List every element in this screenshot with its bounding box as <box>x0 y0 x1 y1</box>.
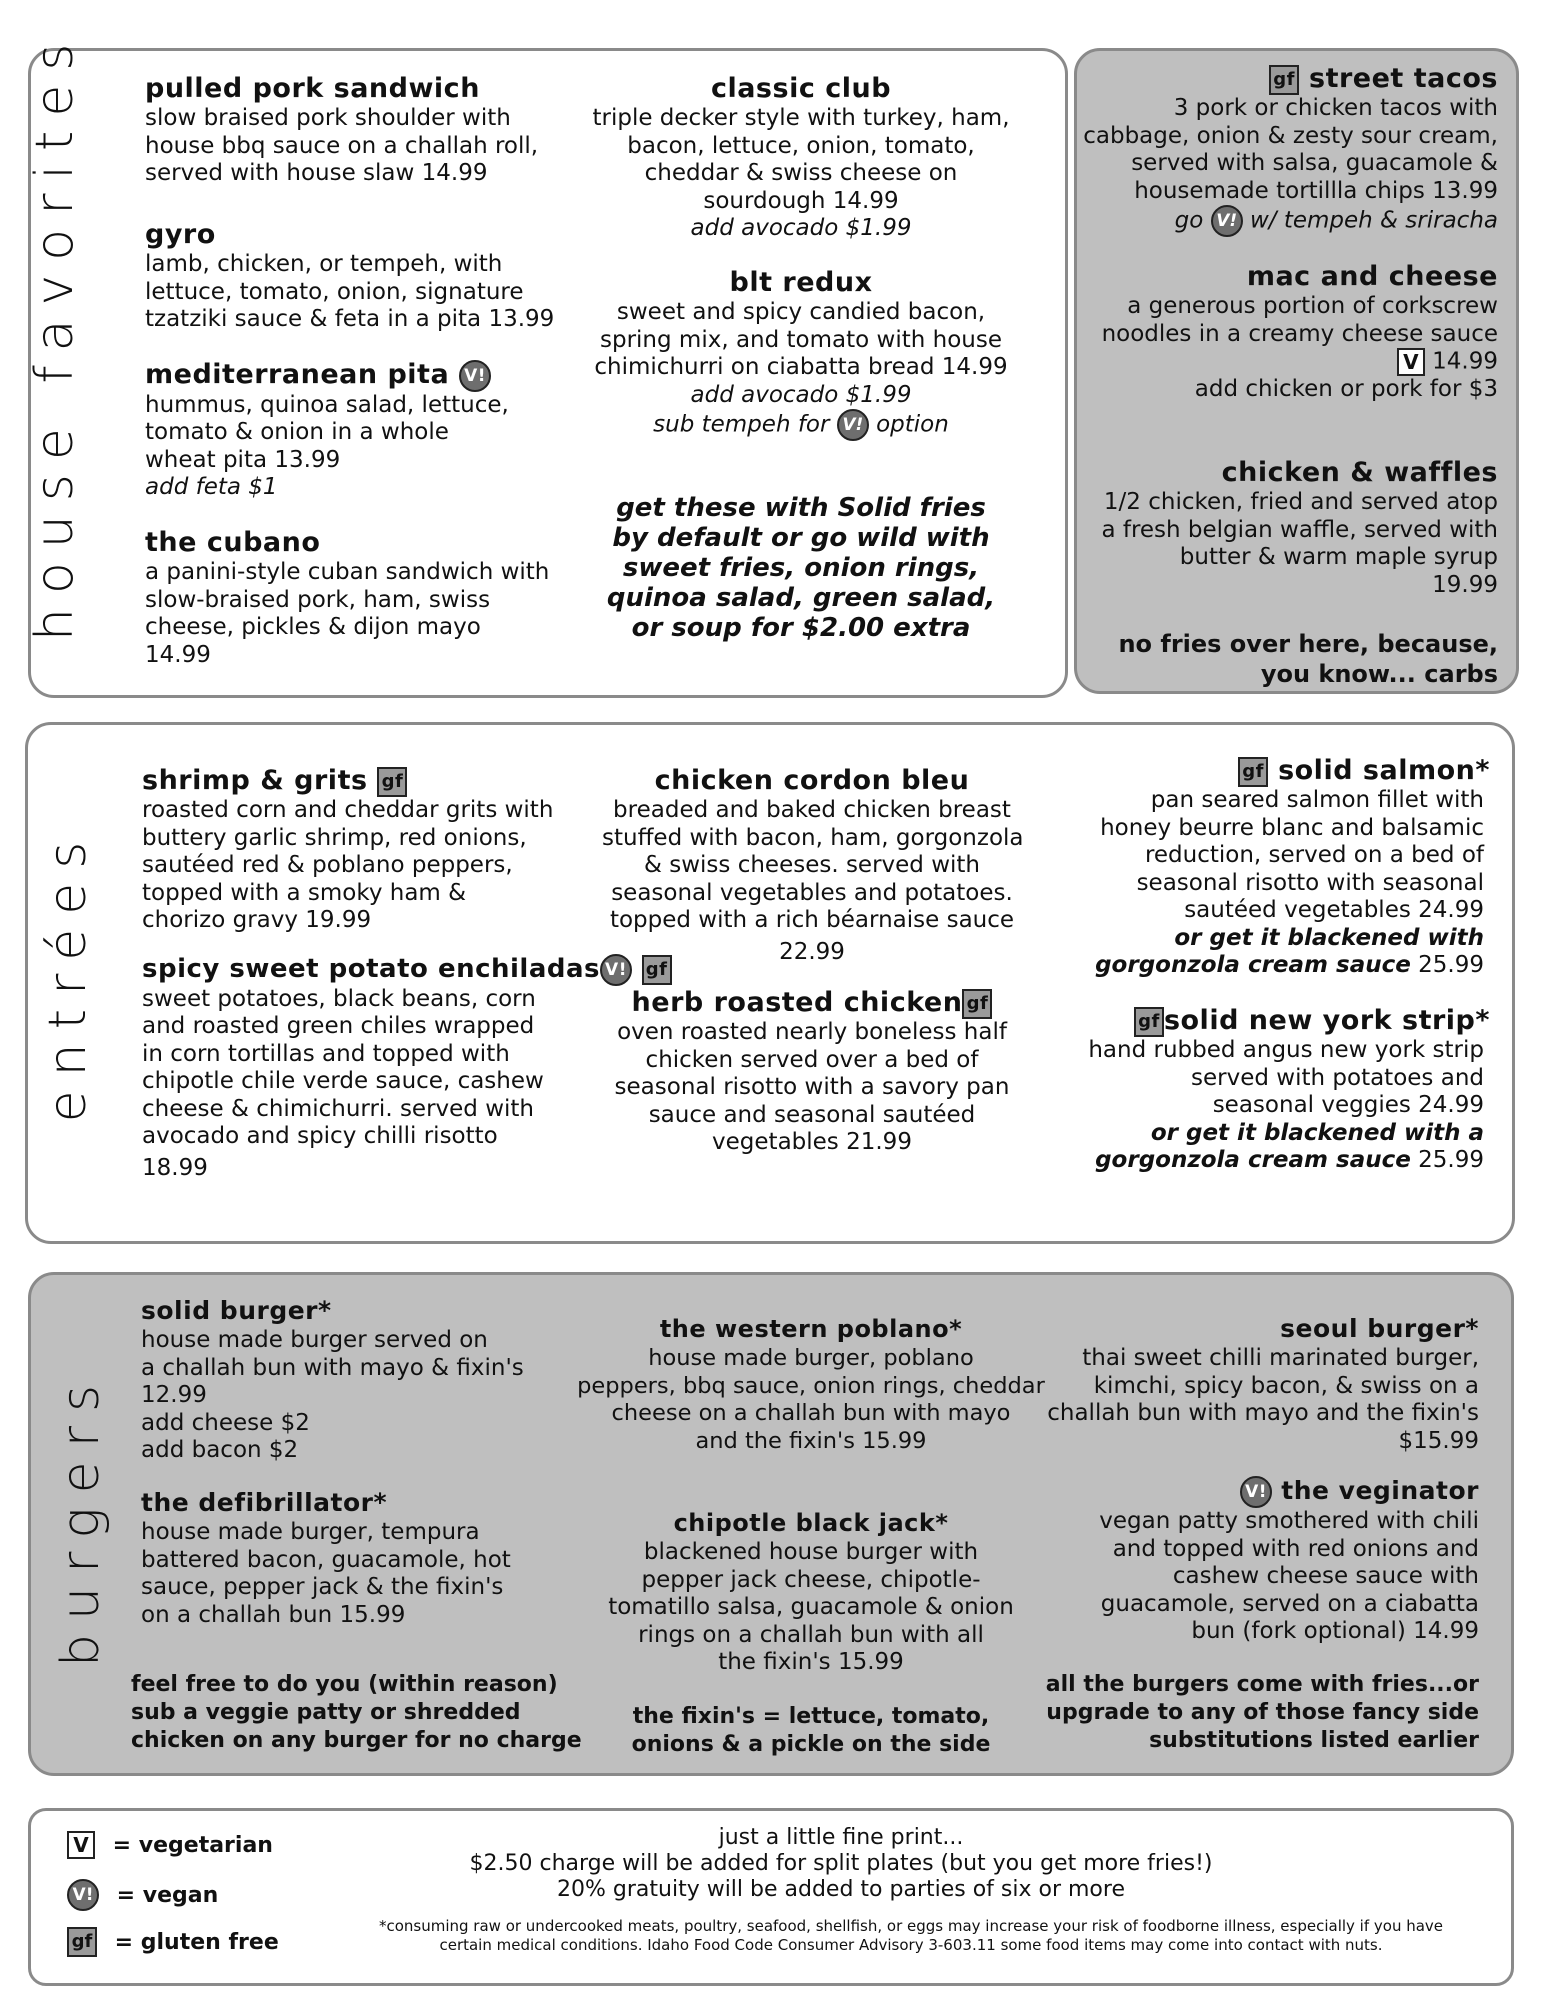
gluten-free-badge-icon: gf <box>377 767 407 797</box>
item-name: shrimp & grits gf <box>142 765 582 797</box>
item-description: triple decker style with turkey, ham, bacon, lettuce, onion, tomato, cheddar & swiss cheese on sourdough 14.99 add avocado $1.99 <box>592 105 1010 241</box>
add-on: add avocado $1.99 <box>690 215 912 241</box>
item-name: the western poblano* <box>659 1315 963 1343</box>
menu-item-western-poblano <box>571 1313 1051 1455</box>
gluten-free-badge-icon: gf <box>962 989 992 1019</box>
item-name: chicken cordon bleu <box>654 765 970 796</box>
house-side-panel <box>1074 48 1519 694</box>
item-name: gf solid new york strip* <box>1050 1005 1490 1037</box>
gluten-free-badge-icon: gf <box>1134 1007 1164 1037</box>
item-name: mediterranean pita V! <box>145 359 585 392</box>
item-name: the defibrillator* <box>141 1488 388 1517</box>
item-name: spicy sweet potato enchiladas V! gf <box>142 953 642 986</box>
item-description: breaded and baked chicken breast stuffed with bacon, ham, gorgonzola & swiss cheeses. served with seasonal vegetables and potatoes. topped with a rich béarnaise sauce 22.99 <box>602 797 1024 965</box>
section-label-entrees: entrées <box>38 827 98 1123</box>
item-description: slow braised pork shoulder with house bbq sauce on a challah roll, served with house slaw 14.99 <box>145 105 539 186</box>
item-description: roasted corn and cheddar grits with buttery garlic shrimp, red onions, sautéed red & poblano peppers, topped with a smoky ham & chorizo gravy 19.99 <box>142 797 554 933</box>
blackened-option: or get it blackened with a <box>1150 1119 1484 1146</box>
fries-note: get these with Solid fries by default or go wild with sweet fries, onion rings, quinoa salad, green salad, or soup for $2.00 extra <box>606 493 996 643</box>
add-on: go V! w/ tempeh & sriracha <box>1078 205 1498 237</box>
add-on: add avocado $1.99 <box>690 381 912 408</box>
item-description: sweet potatoes, black beans, corn and roasted green chiles wrapped in corn tortillas and topped with chipotle chile verde sauce, cashew cheese & chimichurri. served with avocado and spicy chilli risotto 18.99 <box>142 985 544 1181</box>
section-label-burgers: burgers <box>51 1370 111 1667</box>
menu-item-defibrillator <box>141 1487 561 1629</box>
item-name: solid burger* <box>141 1296 332 1325</box>
fixins-note: the fixin's = lettuce, tomato, onions & a pickle on the side <box>631 1704 991 1757</box>
menu-item-chipotle-black-jack <box>571 1507 1051 1677</box>
menu-item-street-tacos <box>1078 63 1498 237</box>
item-description: a generous portion of corkscrew noodles in a creamy cheese sauce V 14.99 add chicken or pork for $3 <box>1078 293 1498 404</box>
vegetarian-badge-icon: V <box>1397 348 1425 376</box>
item-description: 1/2 chicken, fried and served atop a fresh belgian waffle, served with butter & warm maple syrup 19.99 <box>1101 489 1498 598</box>
entrees-panel <box>25 722 1515 1244</box>
menu-item-chicken-and-waffles <box>1078 457 1498 599</box>
item-name: herb roasted chicken gf <box>602 987 1022 1019</box>
menu-item-chicken-cordon-bleu <box>602 765 1022 966</box>
no-fries-note: no fries over here, because, you know... carbs <box>1118 630 1498 688</box>
legend-vegetarian <box>67 1831 273 1871</box>
vegetarian-badge-icon: V <box>67 1831 95 1859</box>
item-description: sweet and spicy candied bacon, spring mix, and tomato with house chimichurri on ciabatta bread 14.99 add avocado $1.99 sub tempeh for V! option <box>591 299 1011 441</box>
item-name: mac and cheese <box>1246 261 1498 292</box>
menu-item-mediterranean-pita <box>145 359 585 502</box>
menu-item-seoul-burger <box>1039 1313 1479 1455</box>
legend-label: = vegetarian <box>112 1832 273 1858</box>
menu-item-herb-roasted-chicken <box>602 987 1022 1157</box>
gluten-free-badge-icon: gf <box>67 1927 97 1957</box>
burgers-panel <box>28 1272 1514 1776</box>
gluten-free-badge-icon: gf <box>1269 65 1299 95</box>
item-description: house made burger served on a challah bun with mayo & fixin's 12.99 add cheese $2 add bacon $2 <box>141 1327 524 1463</box>
legend-label: = gluten free <box>114 1929 279 1955</box>
item-name: V! the veginator <box>1039 1475 1479 1508</box>
menu-item-veginator <box>1039 1475 1479 1646</box>
add-on: add feta $1 <box>145 474 278 500</box>
item-name: chicken & waffles <box>1221 457 1498 488</box>
vegan-badge-icon: V! <box>1240 1476 1272 1508</box>
item-description: 3 pork or chicken tacos with cabbage, onion & zesty sour cream, served with salsa, guacamole & housemade tortillla chips 13.99 go V! w/ tempeh & sriracha <box>1078 95 1498 237</box>
legend-label: = vegan <box>116 1882 219 1908</box>
menu-item-mac-and-cheese <box>1078 261 1498 404</box>
item-description: vegan patty smothered with chili and topped with red onions and cashew cheese sauce with guacamole, served on a ciabatta bun (fork optional) 14.99 <box>1099 1508 1479 1644</box>
gluten-free-badge-icon: gf <box>1238 757 1268 787</box>
vegan-badge-icon: V! <box>67 1879 99 1911</box>
vegan-badge-icon: V! <box>600 954 632 986</box>
vegan-badge-icon: V! <box>1211 205 1243 237</box>
item-name: gyro <box>145 219 216 250</box>
add-on: sub tempeh for V! option <box>591 409 1011 441</box>
section-label-house-favorites: house favorites <box>25 29 85 641</box>
menu-item-blt-redux <box>591 267 1011 441</box>
item-name: seoul burger* <box>1280 1314 1479 1343</box>
item-name: gf street tacos <box>1078 63 1498 95</box>
consumer-advisory: *consuming raw or undercooked meats, poultry, seafood, shellfish, or eggs may increase your risk of foodborne illness, especially if you have certain medical conditions. Idaho Food Code Consumer Advisory 3-603.11 some food items may come into contact with nuts. <box>378 1917 1444 1954</box>
legend-panel <box>28 1808 1514 1986</box>
legend-gluten-free <box>67 1927 279 1967</box>
item-description: oven roasted nearly boneless half chicken served over a bed of seasonal risotto with a savory pan sauce and seasonal sautéed vegetables 21.99 <box>614 1019 1010 1155</box>
item-description: thai sweet chilli marinated burger, kimchi, spicy bacon, & swiss on a challah bun with mayo and the fixin's $15.99 <box>1047 1345 1479 1454</box>
menu-item-solid-burger <box>141 1295 561 1465</box>
add-on: add chicken or pork for $3 <box>1194 376 1498 402</box>
item-description: hummus, quinoa salad, lettuce, tomato & onion in a whole wheat pita 13.99 add feta $1 <box>145 392 585 502</box>
item-description: pan seared salmon fillet with honey beurre blanc and balsamic reduction, served on a bed of seasonal risotto with seasonal sautéed vegetables 24.99 or get it blackened with gorgonzola cream sauce 25.99 <box>1050 787 1490 980</box>
item-name: classic club <box>710 73 892 104</box>
menu-item-sweet-potato-enchiladas <box>142 953 668 1182</box>
gluten-free-badge-icon: gf <box>642 955 672 985</box>
item-description: a panini-style cuban sandwich with slow-braised pork, ham, swiss cheese, pickles & dijon mayo 14.99 <box>145 559 550 668</box>
menu-item-shrimp-and-grits <box>142 765 582 935</box>
blackened-option: or get it blackened with <box>1174 924 1484 951</box>
vegan-badge-icon: V! <box>837 409 869 441</box>
item-description: house made burger, tempura battered bacon, guacamole, hot sauce, pepper jack & the fixin's on a challah bun 15.99 <box>141 1519 511 1628</box>
burger-substitution-note: feel free to do you (within reason) sub a veggie patty or shredded chicken on any burger for no charge <box>131 1672 582 1753</box>
menu-item-cubano <box>145 527 585 669</box>
menu-item-pulled-pork <box>145 73 585 188</box>
item-name: the cubano <box>145 527 321 558</box>
item-description: house made burger, poblano peppers, bbq sauce, onion rings, cheddar cheese on a challah bun with mayo and the fixin's 15.99 <box>577 1345 1045 1454</box>
item-name: gf solid salmon* <box>1050 755 1490 787</box>
vegan-badge-icon: V! <box>459 360 491 392</box>
menu-item-solid-salmon <box>1050 755 1490 980</box>
menu-item-new-york-strip <box>1050 1005 1490 1175</box>
fine-print: just a little fine print... $2.50 charge will be added for split plates (but you get more fries!) 20% gratuity will be added to parties of six or more <box>469 1825 1213 1902</box>
fries-upgrade-note: all the burgers come with fries...or upgrade to any of those fancy side substitutions listed earlier <box>1045 1672 1479 1753</box>
menu-item-gyro <box>145 219 585 334</box>
item-name: blt redux <box>729 267 873 298</box>
item-name: chipotle black jack* <box>673 1509 949 1537</box>
item-description: lamb, chicken, or tempeh, with lettuce, tomato, onion, signature tzatziki sauce & feta in a pita 13.99 <box>145 251 555 332</box>
menu-item-classic-club <box>591 73 1011 243</box>
item-description: blackened house burger with pepper jack cheese, chipotle- tomatillo salsa, guacamole & onion rings on a challah bun with all the fixin's 15.99 <box>608 1539 1014 1675</box>
item-description: hand rubbed angus new york strip served with potatoes and seasonal veggies 24.99 or get it blackened with a gorgonzola cream sauce 25.99 <box>1050 1037 1490 1175</box>
item-name: pulled pork sandwich <box>145 73 480 104</box>
legend-vegan <box>67 1879 218 1919</box>
house-favorites-panel <box>25 29 1068 698</box>
